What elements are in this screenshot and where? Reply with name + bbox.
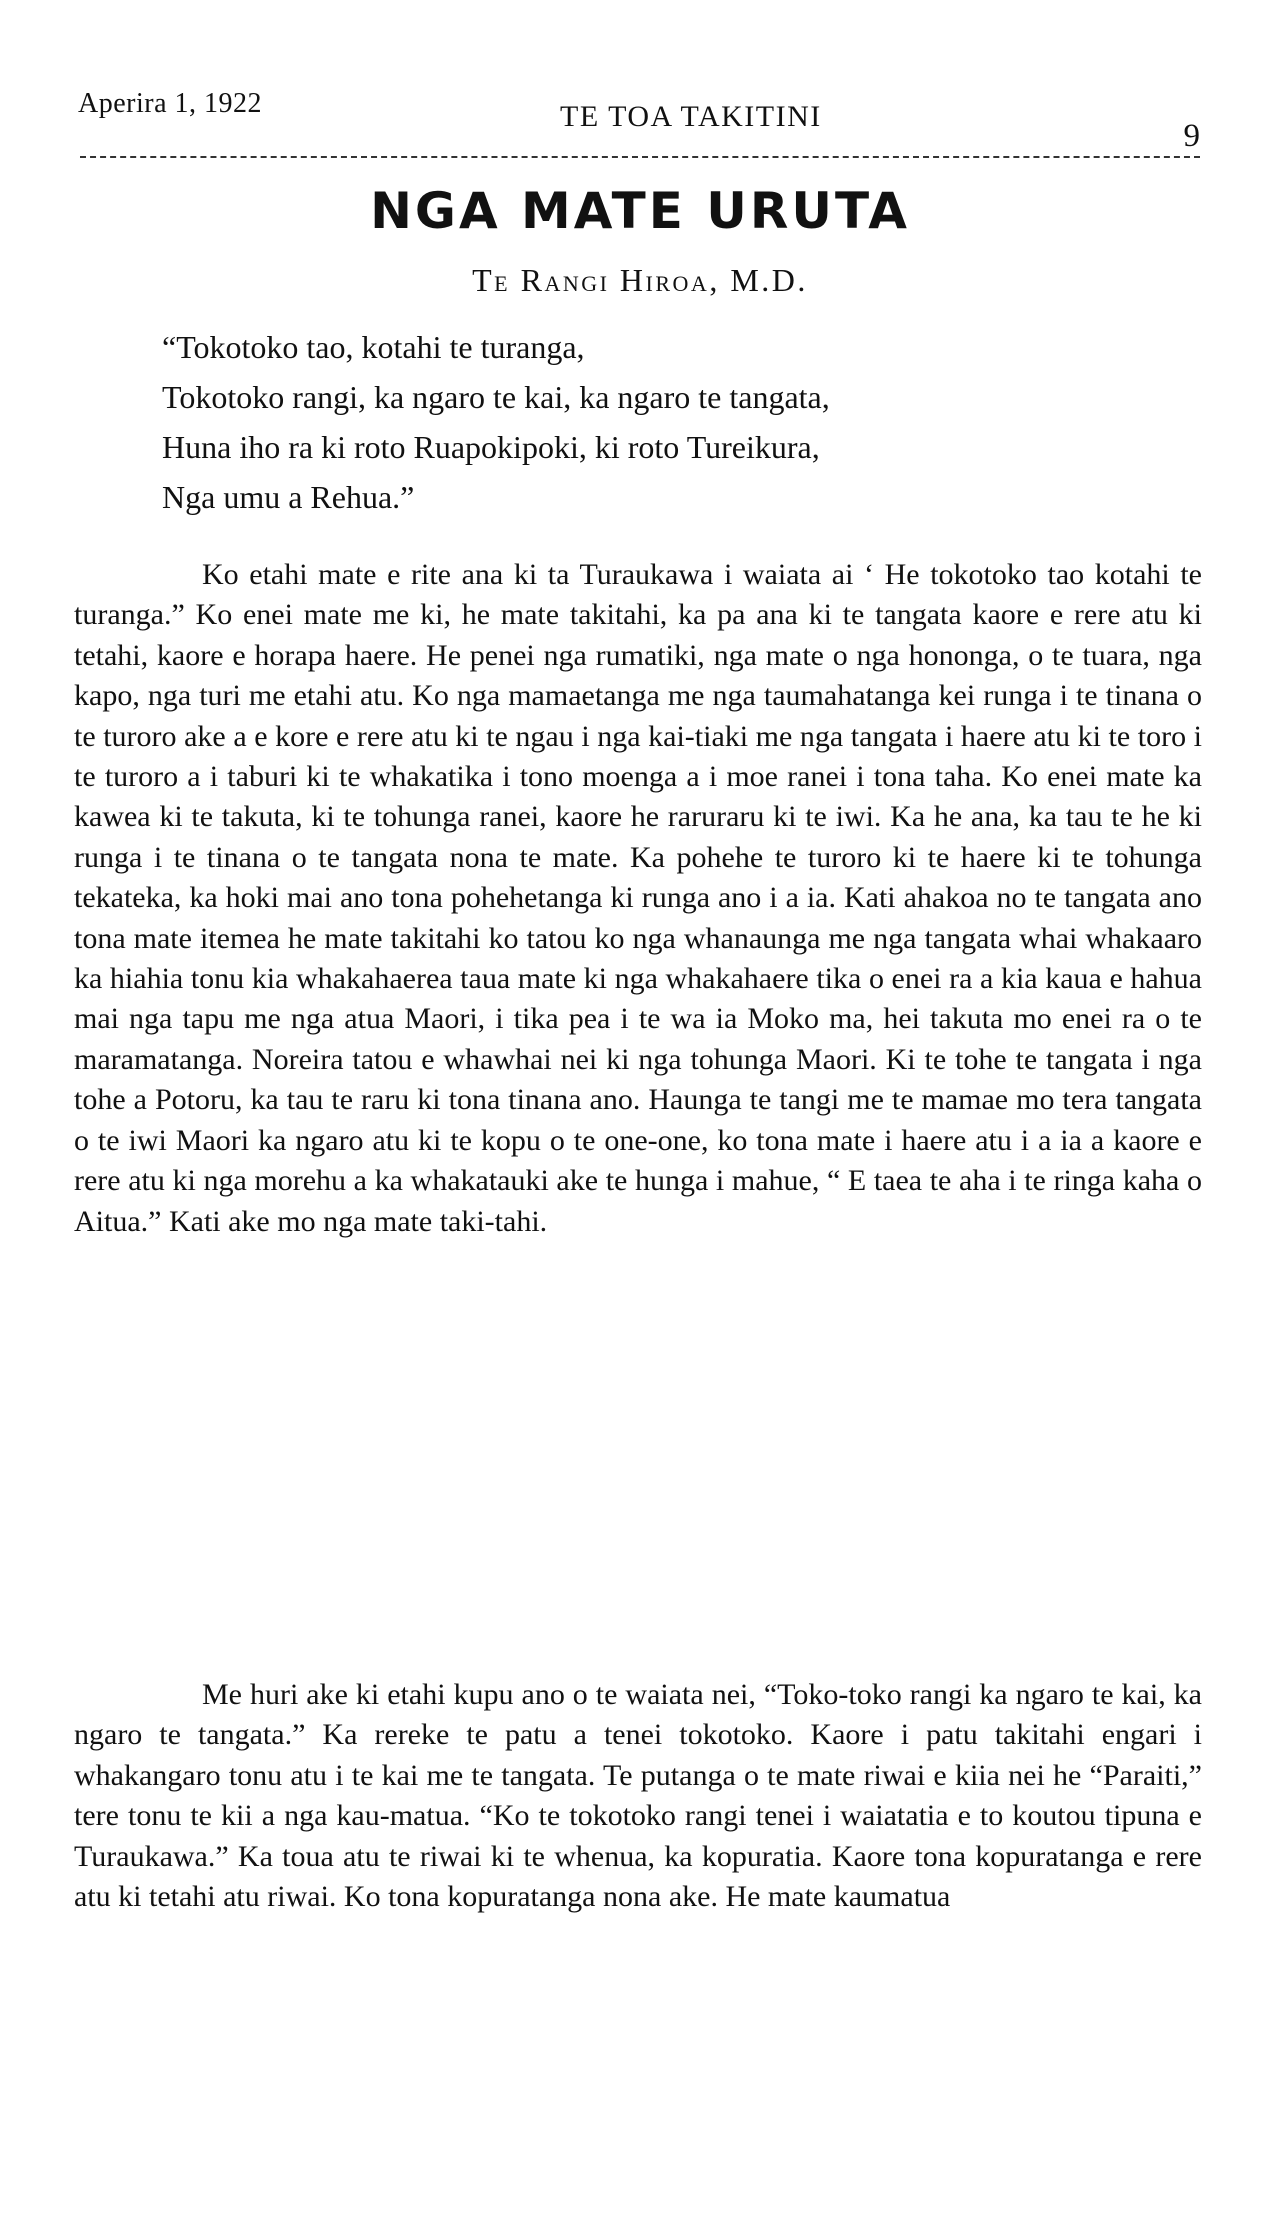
verse-line: Tokotoko rangi, ka ngaro te kai, ka ngaro te tangata,: [162, 379, 830, 415]
verse-line: Nga umu a Rehua.”: [162, 479, 415, 515]
verse-line: “Tokotoko tao, kotahi te turanga,: [162, 329, 585, 365]
header-rule: [80, 156, 1200, 158]
issue-date: Aperira 1, 1922: [78, 88, 263, 119]
body-paragraph: Ko etahi mate e rite ana ki ta Turaukawa i waiata ai ‘ He tokotoko tao kotahi te turanga.” Ko enei mate me ki, he mate takitahi, ka pa ana ki te tangata kaore e rere atu ki tetahi, kaore e horapa haere. He penei nga rumatiki, nga mate o nga hononga, o te tuara, nga kapo, nga turi me etahi atu. Ko nga mamaetanga me nga taumahatanga kei runga i te tinana o te turoro ake a e kore e rere atu ki te ngau i nga kai-tiaki me nga tangata i haere atu ki te toro i te turoro a i taburi ki te whakatika i tono moenga a i moe ranei i tona taha. Ko enei mate ka kawea ki te takuta, ki te tohunga ranei, kaore he raruraru ki te iwi. Ka he ana, ka tau te he ki runga i te tinana o te tangata nona te mate. Ka pohehe te turoro ki te haere ki te tohunga tekateka, ka hoki mai ano tona pohehetanga ki runga ano i a ia. Kati ahakoa no te tangata ano tona mate itemea he mate takitahi ko tatou ko nga whanaunga me nga tangata whai whakaaro ka hiahia tonu kia whakahaerea taua mate ki nga whakahaere tika o enei ra a kia kaua e hahua mai nga tapu me nga atua Maori, i tika pea i te wa ia Moko ma, hei takuta mo enei ra o te maramatanga. Noreira tatou e whawhai nei ki nga tohunga Maori. Ki te tohe te tangata i nga tohe a Potoru, ka tau te raru ki tona tinana ano. Haunga te tangi me te mamae mo tera tangata o te iwi Maori ka ngaro atu ki te kopu o te one-one, ko tona mate i haere atu i a ia a kaore e rere atu ki nga morehu a ka whakatauki ake te hunga i mahue, “ E taea te aha i te ringa kaha o Aitua.” Kati ake mo nga mate taki-tahi.: [74, 558, 1202, 1238]
publication-title: TE TOA TAKITINI: [560, 100, 822, 133]
opening-verse: [162, 322, 1192, 522]
verse-line: Huna iho ra ki roto Ruapokipoki, ki roto Tureikura,: [162, 429, 820, 465]
page-number: 9: [1183, 118, 1200, 154]
article-title: NGA MATE URUTA: [370, 182, 910, 240]
running-header: [78, 80, 1200, 154]
body-paragraph: Me huri ake ki etahi kupu ano o te waiata nei, “Toko-toko rangi ka ngaro te kai, ka ngaro te tangata.” Ka rereke te patu a tenei tokotoko. Kaore i patu takitahi engari i whakangaro tonu atu i te kai me te tangata. Te putanga o te mate riwai e kiia nei he “Paraiti,” tere tonu te kii a nga kau-matua. “Ko te tokotoko rangi tenei i waiatatia e to koutou tipuna e Turaukawa.” Ka toua atu te riwai ki te whenua, ka kopuratia. Kaore tona kopuratanga e rere atu ki tetahi atu riwai. Ko tona kopuratanga nona ake. He mate kaumatua: [74, 1678, 1202, 1914]
article-author: Te Rangi Hiroa, M.D.: [472, 262, 808, 298]
